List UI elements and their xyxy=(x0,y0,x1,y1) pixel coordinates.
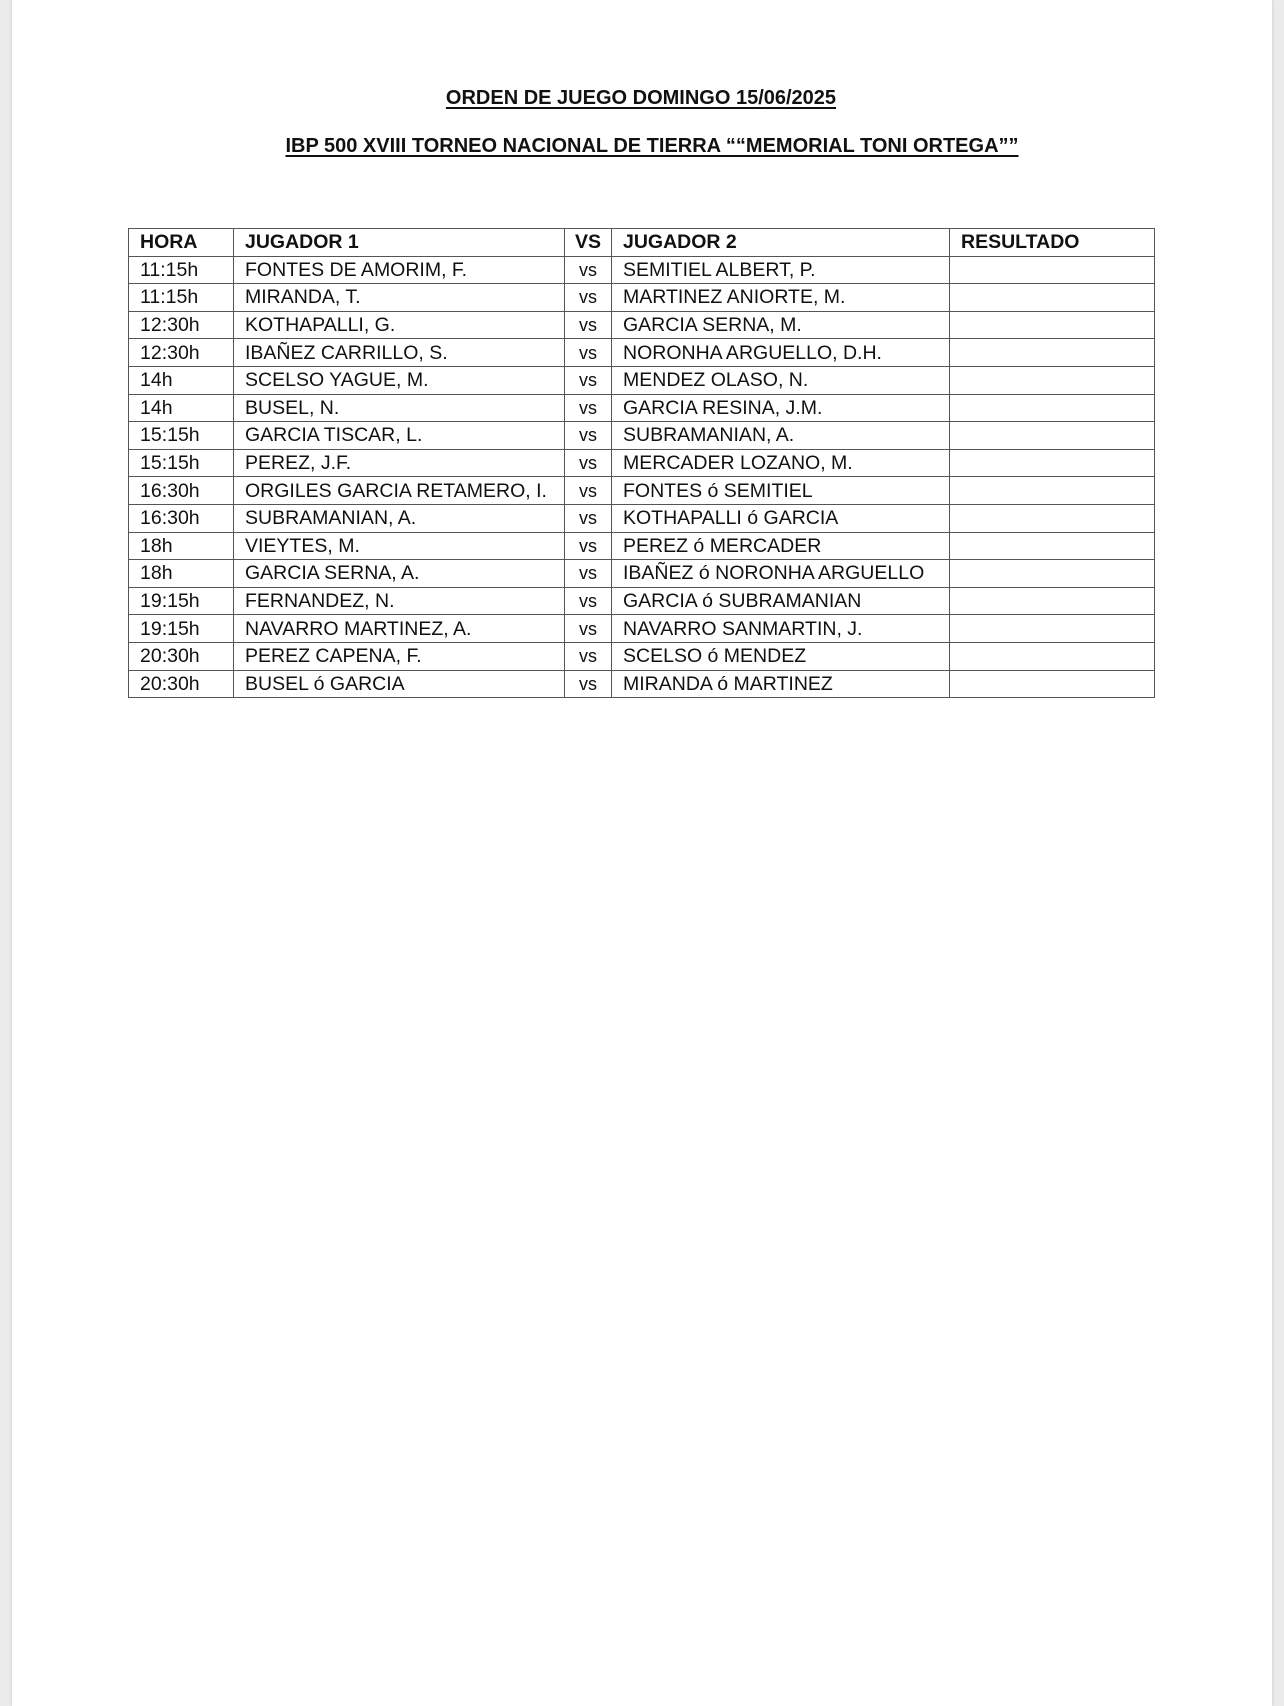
cell-jugador1: VIEYTES, M. xyxy=(234,532,565,560)
cell-resultado xyxy=(950,256,1155,284)
table-row xyxy=(129,477,1155,505)
cell-resultado xyxy=(950,284,1155,312)
table-row xyxy=(129,311,1155,339)
cell-hora: 19:15h xyxy=(129,587,234,615)
cell-jugador1: SCELSO YAGUE, M. xyxy=(234,366,565,394)
cell-jugador2: MENDEZ OLASO, N. xyxy=(612,366,950,394)
cell-resultado xyxy=(950,477,1155,505)
table-row xyxy=(129,670,1155,698)
cell-jugador2: NORONHA ARGUELLO, D.H. xyxy=(612,339,950,367)
cell-hora: 15:15h xyxy=(129,422,234,450)
cell-vs: vs xyxy=(565,422,612,450)
table-row xyxy=(129,642,1155,670)
cell-hora: 12:30h xyxy=(129,339,234,367)
cell-jugador1: GARCIA SERNA, A. xyxy=(234,560,565,588)
cell-vs: vs xyxy=(565,311,612,339)
cell-hora: 20:30h xyxy=(129,642,234,670)
table-row xyxy=(129,256,1155,284)
cell-vs: vs xyxy=(565,256,612,284)
cell-vs: vs xyxy=(565,366,612,394)
cell-jugador2: PEREZ ó MERCADER xyxy=(612,532,950,560)
cell-hora: 11:15h xyxy=(129,284,234,312)
cell-hora: 15:15h xyxy=(129,449,234,477)
cell-jugador1: BUSEL, N. xyxy=(234,394,565,422)
table-row xyxy=(129,587,1155,615)
cell-resultado xyxy=(950,560,1155,588)
cell-jugador1: GARCIA TISCAR, L. xyxy=(234,422,565,450)
cell-jugador1: FONTES DE AMORIM, F. xyxy=(234,256,565,284)
table-row xyxy=(129,394,1155,422)
cell-resultado xyxy=(950,670,1155,698)
cell-jugador2: KOTHAPALLI ó GARCIA xyxy=(612,504,950,532)
table-row xyxy=(129,560,1155,588)
cell-hora: 14h xyxy=(129,366,234,394)
table-header-row xyxy=(129,229,1155,257)
cell-vs: vs xyxy=(565,560,612,588)
tournament-title: IBP 500 XVIII TORNEO NACIONAL DE TIERRA ““MEMORIAL TONI ORTEGA”” xyxy=(285,135,1019,157)
cell-hora: 14h xyxy=(129,394,234,422)
cell-jugador2: IBAÑEZ ó NORONHA ARGUELLO xyxy=(612,560,950,588)
document-page xyxy=(12,0,1272,1706)
table-row xyxy=(129,366,1155,394)
table-row xyxy=(129,339,1155,367)
table-row xyxy=(129,615,1155,643)
table-row xyxy=(129,532,1155,560)
cell-jugador1: PEREZ, J.F. xyxy=(234,449,565,477)
cell-resultado xyxy=(950,449,1155,477)
cell-hora: 20:30h xyxy=(129,670,234,698)
cell-resultado xyxy=(950,587,1155,615)
cell-resultado xyxy=(950,339,1155,367)
cell-vs: vs xyxy=(565,642,612,670)
cell-hora: 16:30h xyxy=(129,477,234,505)
cell-vs: vs xyxy=(565,587,612,615)
cell-jugador1: ORGILES GARCIA RETAMERO, I. xyxy=(234,477,565,505)
cell-vs: vs xyxy=(565,670,612,698)
cell-jugador2: MERCADER LOZANO, M. xyxy=(612,449,950,477)
column-header-resultado: RESULTADO xyxy=(950,229,1155,257)
table-row xyxy=(129,504,1155,532)
cell-jugador2: SCELSO ó MENDEZ xyxy=(612,642,950,670)
cell-jugador1: PEREZ CAPENA, F. xyxy=(234,642,565,670)
cell-hora: 11:15h xyxy=(129,256,234,284)
column-header-vs: VS xyxy=(565,229,612,257)
cell-vs: vs xyxy=(565,394,612,422)
cell-vs: vs xyxy=(565,284,612,312)
column-header-hora: HORA xyxy=(129,229,234,257)
cell-jugador2: MIRANDA ó MARTINEZ xyxy=(612,670,950,698)
cell-vs: vs xyxy=(565,449,612,477)
cell-resultado xyxy=(950,504,1155,532)
cell-jugador1: MIRANDA, T. xyxy=(234,284,565,312)
cell-resultado xyxy=(950,532,1155,560)
table-row xyxy=(129,284,1155,312)
cell-resultado xyxy=(950,615,1155,643)
schedule-table xyxy=(128,228,1155,698)
cell-hora: 18h xyxy=(129,532,234,560)
cell-resultado xyxy=(950,422,1155,450)
table-row xyxy=(129,422,1155,450)
cell-jugador1: FERNANDEZ, N. xyxy=(234,587,565,615)
column-header-jugador2: JUGADOR 2 xyxy=(612,229,950,257)
cell-resultado xyxy=(950,642,1155,670)
cell-jugador2: GARCIA RESINA, J.M. xyxy=(612,394,950,422)
cell-vs: vs xyxy=(565,477,612,505)
cell-vs: vs xyxy=(565,615,612,643)
cell-jugador2: GARCIA SERNA, M. xyxy=(612,311,950,339)
cell-jugador2: SUBRAMANIAN, A. xyxy=(612,422,950,450)
cell-jugador1: BUSEL ó GARCIA xyxy=(234,670,565,698)
cell-jugador2: MARTINEZ ANIORTE, M. xyxy=(612,284,950,312)
page-title: ORDEN DE JUEGO DOMINGO 15/06/2025 xyxy=(445,87,837,109)
column-header-jugador1: JUGADOR 1 xyxy=(234,229,565,257)
cell-vs: vs xyxy=(565,532,612,560)
cell-jugador2: GARCIA ó SUBRAMANIAN xyxy=(612,587,950,615)
cell-hora: 16:30h xyxy=(129,504,234,532)
cell-jugador2: SEMITIEL ALBERT, P. xyxy=(612,256,950,284)
cell-jugador2: NAVARRO SANMARTIN, J. xyxy=(612,615,950,643)
cell-hora: 18h xyxy=(129,560,234,588)
cell-jugador1: SUBRAMANIAN, A. xyxy=(234,504,565,532)
cell-jugador1: IBAÑEZ CARRILLO, S. xyxy=(234,339,565,367)
cell-jugador1: NAVARRO MARTINEZ, A. xyxy=(234,615,565,643)
cell-hora: 19:15h xyxy=(129,615,234,643)
cell-resultado xyxy=(950,311,1155,339)
cell-hora: 12:30h xyxy=(129,311,234,339)
cell-resultado xyxy=(950,366,1155,394)
cell-vs: vs xyxy=(565,339,612,367)
cell-jugador2: FONTES ó SEMITIEL xyxy=(612,477,950,505)
cell-jugador1: KOTHAPALLI, G. xyxy=(234,311,565,339)
cell-resultado xyxy=(950,394,1155,422)
cell-vs: vs xyxy=(565,504,612,532)
table-row xyxy=(129,449,1155,477)
